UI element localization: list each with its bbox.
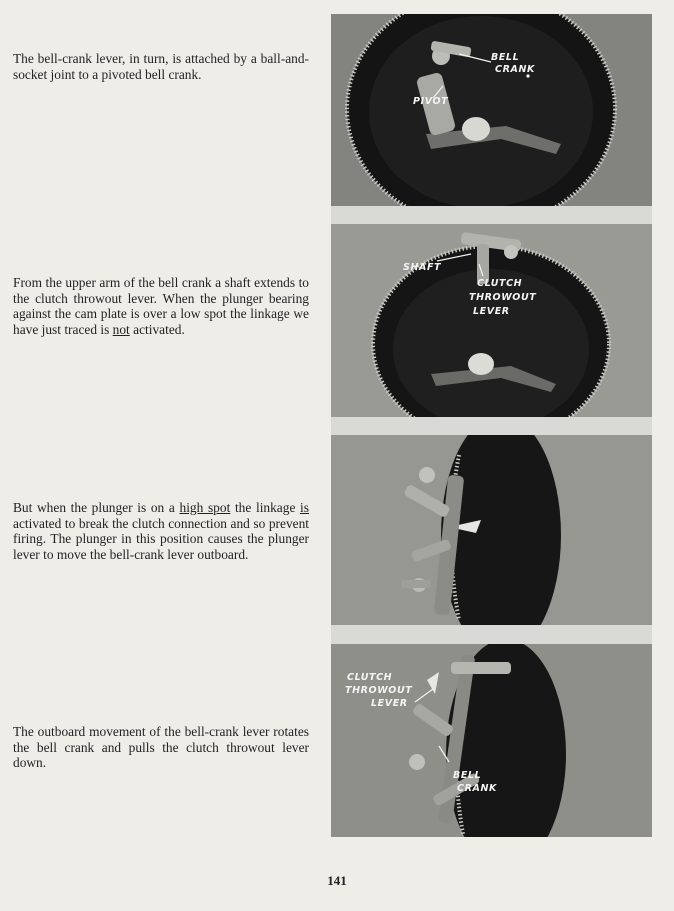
paragraph-outboard-movement: The outboard movement of the bell-crank lever rotates the bell crank and pulls the clutch throwout lever down. xyxy=(13,724,309,771)
label-throwout: THROWOUT xyxy=(345,685,413,696)
photo-bell-crank-pivot xyxy=(331,14,652,206)
label-lever: LEVER xyxy=(473,306,510,317)
label-lever: LEVER xyxy=(371,698,408,709)
paragraph-3-text-c: activated to break the clutch connection and so prevent firing. The plunger in this position causes the plunger lever to move the bell-crank lever outboard. xyxy=(13,515,309,562)
paragraph-3-underlined-is: is xyxy=(300,500,309,515)
photo-clutch-throwout-bell-crank xyxy=(331,644,652,837)
label-pivot: PIVOT xyxy=(413,96,449,107)
paragraph-2-text-a: From the upper arm of the bell crank a shaft extends to the clutch throwout lever. When the plunger bearing against the cam plate is over a low spot the linkage we have just traced is xyxy=(13,275,309,337)
photo-plunger-linkage xyxy=(331,435,652,625)
paragraph-high-spot xyxy=(13,500,309,562)
label-crank: CRANK xyxy=(495,64,535,75)
label-throwout: THROWOUT xyxy=(469,292,537,303)
paragraph-shaft-to-clutch xyxy=(13,275,309,337)
paragraph-3-text-a: But when the plunger is on a xyxy=(13,500,180,515)
paragraph-3-underlined-high-spot: high spot xyxy=(179,500,231,515)
photo-shaft-clutch-throwout xyxy=(331,224,652,417)
label-crank: CRANK xyxy=(457,783,497,794)
label-clutch: CLUTCH xyxy=(477,278,523,289)
label-bell: BELL xyxy=(453,770,482,781)
label-shaft: SHAFT xyxy=(403,262,442,273)
paragraph-3-text-b: the linkage xyxy=(230,500,301,515)
label-clutch: CLUTCH xyxy=(347,672,393,683)
paragraph-bell-crank-attachment: The bell-crank lever, in turn, is attached by a ball-and-socket joint to a pivoted bell crank. xyxy=(13,51,309,82)
label-bell: BELL xyxy=(491,52,520,63)
paragraph-2-text-b: activated. xyxy=(129,321,185,337)
photo-column xyxy=(331,14,652,837)
page-number: 141 xyxy=(327,873,347,888)
paragraph-2-underlined-not: not xyxy=(112,321,130,337)
